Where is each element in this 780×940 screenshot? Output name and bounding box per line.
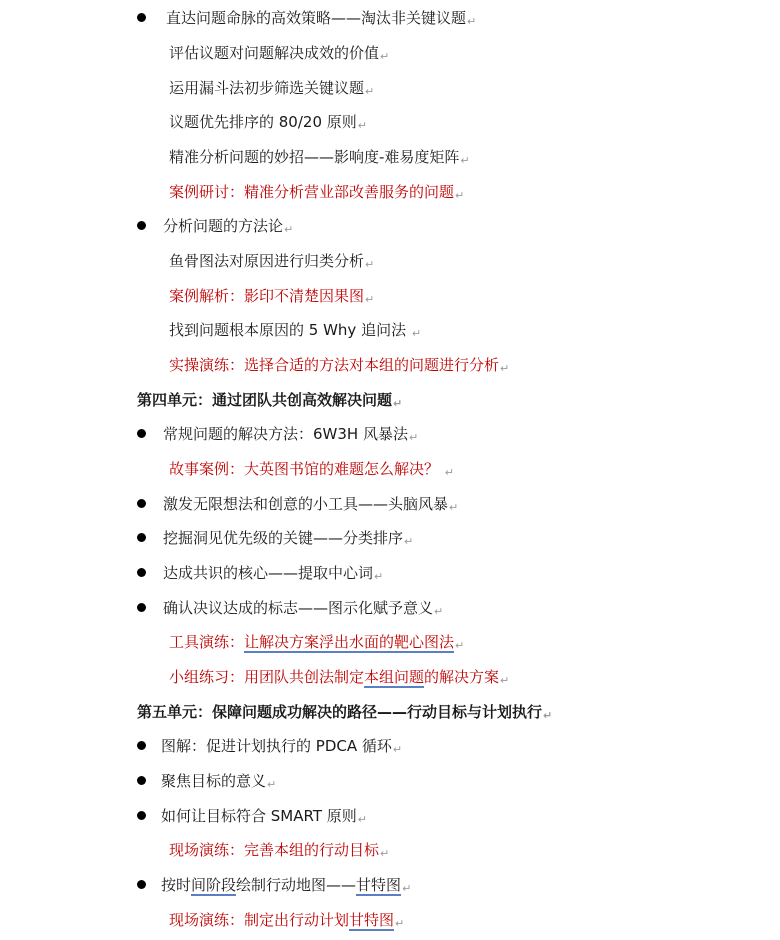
bullet-item <box>137 734 402 758</box>
paragraph-mark-icon: ↵ <box>444 466 454 479</box>
item-text-underlined: 间阶段 <box>191 876 237 894</box>
item-text: 找到问题根本原因的 5 Why 追问法 <box>169 321 411 339</box>
paragraph-mark-icon: ↵ <box>374 570 384 583</box>
bullet-icon <box>137 429 146 438</box>
item-text: 图解：促进计划执行的 PDCA 循环 <box>161 737 392 755</box>
paragraph-mark-icon: ↵ <box>365 293 375 306</box>
item-text: 聚焦目标的意义 <box>161 772 267 790</box>
item-text: 实操演练：选择合适的方法对本组的问题进行分析 <box>169 356 500 374</box>
group-practice-item <box>169 665 509 689</box>
paragraph-mark-icon: ↵ <box>408 431 419 444</box>
item-text: 激发无限想法和创意的小工具——头脑风暴 <box>163 495 449 513</box>
unit-heading <box>137 700 552 724</box>
item-text: 案例解析：影印不清楚因果图 <box>169 287 365 305</box>
item-text: 精准分析问题的妙招——影响度-难易度矩阵 <box>169 148 460 166</box>
bullet-icon <box>137 880 146 889</box>
paragraph-mark-icon: ↵ <box>411 327 422 340</box>
case-analysis-item <box>169 284 374 308</box>
bullet-icon <box>137 499 146 508</box>
paragraph-mark-icon: ↵ <box>455 639 465 652</box>
item-text: 案例研讨：精准分析营业部改善服务的问题 <box>169 183 455 201</box>
bullet-icon <box>137 221 146 230</box>
bullet-icon <box>137 568 146 577</box>
item-text: 运用漏斗法初步筛选关键议题 <box>169 79 365 97</box>
paragraph-mark-icon: ↵ <box>357 813 367 826</box>
paragraph-mark-icon: ↵ <box>500 362 510 375</box>
heading-text: 第四单元：通过团队共创高效解决问题 <box>137 391 393 409</box>
item-text-underlined: 甘特图 <box>349 911 395 929</box>
paragraph-mark-icon: ↵ <box>357 119 367 132</box>
sub-item <box>169 318 421 342</box>
item-text-prefix: 现场演练：制定出行动计划 <box>169 911 350 929</box>
sub-item <box>169 110 367 134</box>
bullet-item <box>137 6 476 30</box>
field-practice-item <box>169 908 404 932</box>
bullet-item <box>137 526 413 550</box>
sub-item <box>169 76 374 100</box>
item-text-prefix: 按时 <box>161 876 192 894</box>
field-practice-item <box>169 838 389 862</box>
item-text: 评估议题对问题解决成效的价值 <box>169 44 380 62</box>
paragraph-mark-icon: ↵ <box>392 743 403 756</box>
bullet-item <box>137 596 443 620</box>
tool-practice-item <box>169 630 464 654</box>
item-text: 确认决议达成的标志——图示化赋予意义 <box>163 599 434 617</box>
item-text: 分析问题的方法论 <box>163 217 284 235</box>
paragraph-mark-icon: ↵ <box>455 189 465 202</box>
bullet-icon <box>137 776 146 785</box>
story-case-item <box>169 457 454 481</box>
bullet-icon <box>137 811 146 820</box>
case-study-item <box>169 180 464 204</box>
bullet-item <box>137 873 411 897</box>
paragraph-mark-icon: ↵ <box>267 778 277 791</box>
item-text: 直达问题命脉的高效策略——淘汰非关键议题 <box>166 9 467 27</box>
paragraph-mark-icon: ↵ <box>365 85 375 98</box>
item-text-middle: 绘制行动地图—— <box>236 876 357 894</box>
paragraph-mark-icon: ↵ <box>380 847 390 860</box>
item-text: 议题优先排序的 80/20 原则 <box>169 113 357 131</box>
sub-item <box>169 41 389 65</box>
bullet-item <box>137 422 418 446</box>
bullet-item <box>137 769 276 793</box>
paragraph-mark-icon: ↵ <box>365 258 375 271</box>
item-text: 故事案例：大英图书馆的难题怎么解决？ <box>169 460 444 478</box>
bullet-icon <box>137 741 146 750</box>
paragraph-mark-icon: ↵ <box>380 50 390 63</box>
item-text: 如何让目标符合 SMART 原则 <box>161 807 357 825</box>
heading-text: 第五单元：保障问题成功解决的路径——行动目标与计划执行 <box>137 703 543 721</box>
practice-item <box>169 353 509 377</box>
bullet-icon <box>137 533 146 542</box>
item-text: 达成共识的核心——提取中心词 <box>163 564 374 582</box>
unit-heading <box>137 388 402 412</box>
paragraph-mark-icon: ↵ <box>404 535 414 548</box>
bullet-icon <box>137 603 146 612</box>
item-text: 挖掘洞见优先级的关键——分类排序 <box>163 529 404 547</box>
item-text-prefix: 工具演练： <box>169 633 245 651</box>
paragraph-mark-icon: ↵ <box>434 605 444 618</box>
item-text-suffix: 的解决方案 <box>424 668 500 686</box>
bullet-item <box>137 561 383 585</box>
paragraph-mark-icon: ↵ <box>543 709 553 722</box>
item-text-underlined: 让解决方案浮出水面的靶心图法 <box>244 633 455 651</box>
bullet-item <box>137 804 367 828</box>
sub-item <box>169 145 470 169</box>
paragraph-mark-icon: ↵ <box>284 223 294 236</box>
item-text-prefix: 小组练习：用团队共创法制定 <box>169 668 365 686</box>
bullet-item <box>137 214 293 238</box>
item-text-underlined: 甘特图 <box>356 876 402 894</box>
paragraph-mark-icon: ↵ <box>460 154 470 167</box>
paragraph-mark-icon: ↵ <box>393 397 403 410</box>
bullet-item <box>137 492 458 516</box>
paragraph-mark-icon: ↵ <box>500 674 510 687</box>
item-text: 现场演练：完善本组的行动目标 <box>169 841 380 859</box>
paragraph-mark-icon: ↵ <box>402 882 412 895</box>
item-text: 常规问题的解决方法：6W3H 风暴法 <box>163 425 408 443</box>
bullet-icon <box>137 13 146 22</box>
paragraph-mark-icon: ↵ <box>467 15 477 28</box>
item-text: 鱼骨图法对原因进行归类分析 <box>169 252 365 270</box>
paragraph-mark-icon: ↵ <box>449 501 459 514</box>
sub-item <box>169 249 374 273</box>
item-text-underlined: 本组问题 <box>364 668 425 686</box>
paragraph-mark-icon: ↵ <box>395 917 405 930</box>
